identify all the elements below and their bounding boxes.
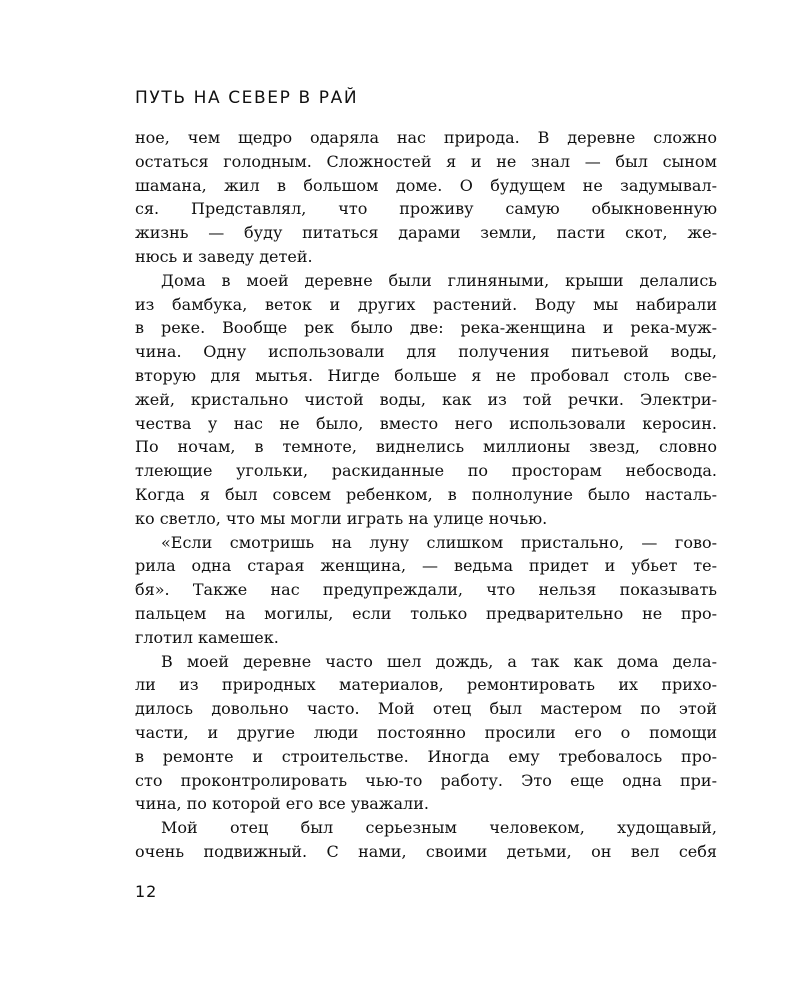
text-line: жизнь — буду питаться дарами земли, пасти скот, же- [135, 223, 717, 243]
text-line: бя». Также нас предупреждали, что нельзя показывать [135, 580, 717, 600]
text-line: шамана, жил в большом доме. О будущем не задумывал- [135, 175, 717, 195]
text-line: части, и другие люди постоянно просили его о помощи [135, 722, 717, 742]
text-line: ко светло, что мы могли играть на улице ночью. [135, 508, 548, 528]
body-text [135, 126, 717, 864]
text-line: Дома в моей деревне были глиняными, крыши делались [161, 270, 717, 290]
text-line: Когда я был совсем ребенком, в полнолуние было насталь- [135, 484, 717, 504]
text-line: ное, чем щедро одаряла нас природа. В деревне сложно [135, 128, 717, 147]
text-line: ли из природных материалов, ремонтировать их прихо- [135, 675, 717, 695]
text-line: ся. Представлял, что проживу самую обыкновенную [135, 199, 717, 219]
text-line: пальцем на могилы, если только предварительно не про- [135, 603, 717, 623]
text-line: сто проконтролировать чью-то работу. Это еще одна при- [135, 770, 717, 790]
text-line: жей, кристально чистой воды, как из той речки. Электри- [135, 389, 717, 409]
text-line: очень подвижный. С нами, своими детьми, он вел себя [135, 841, 717, 861]
text-line: из бамбука, веток и других растений. Воду мы набирали [135, 294, 717, 314]
text-line: чина, по которой его все уважали. [135, 794, 429, 814]
text-line: остаться голодным. Сложностей я и не знал — был сыном [135, 151, 717, 171]
text-line: По ночам, в темноте, виднелись миллионы звезд, словно [135, 437, 717, 457]
text-line: глотил камешек. [135, 627, 279, 647]
text-line: чина. Одну использовали для получения питьевой воды, [135, 342, 717, 362]
text-line: дилось довольно часто. Мой отец был мастером по этой [135, 699, 717, 719]
text-line: «Если смотришь на луну слишком пристально, — гово- [161, 532, 717, 552]
text-line: В моей деревне часто шел дождь, а так как дома дела- [161, 651, 717, 671]
text-line: вторую для мытья. Нигде больше я не пробовал столь све- [135, 365, 717, 385]
text-line: чества у нас не было, вместо него использовали керосин. [135, 413, 717, 433]
text-line: в ремонте и строительстве. Иногда ему требовалось про- [135, 746, 717, 766]
text-line: рила одна старая женщина, — ведьма придет и убьет те- [135, 556, 717, 576]
running-head: ПУТЬ НА СЕВЕР В РАЙ [135, 88, 359, 108]
text-line: в реке. Вообще рек было две: река-женщина и река-муж- [135, 318, 717, 338]
page-number: 12 [135, 882, 158, 901]
text-line: тлеющие угольки, раскиданные по просторам небосвода. [135, 461, 717, 481]
text-line: нюсь и заведу детей. [135, 246, 313, 266]
text-line: Мой отец был серьезным человеком, худощавый, [161, 818, 717, 838]
